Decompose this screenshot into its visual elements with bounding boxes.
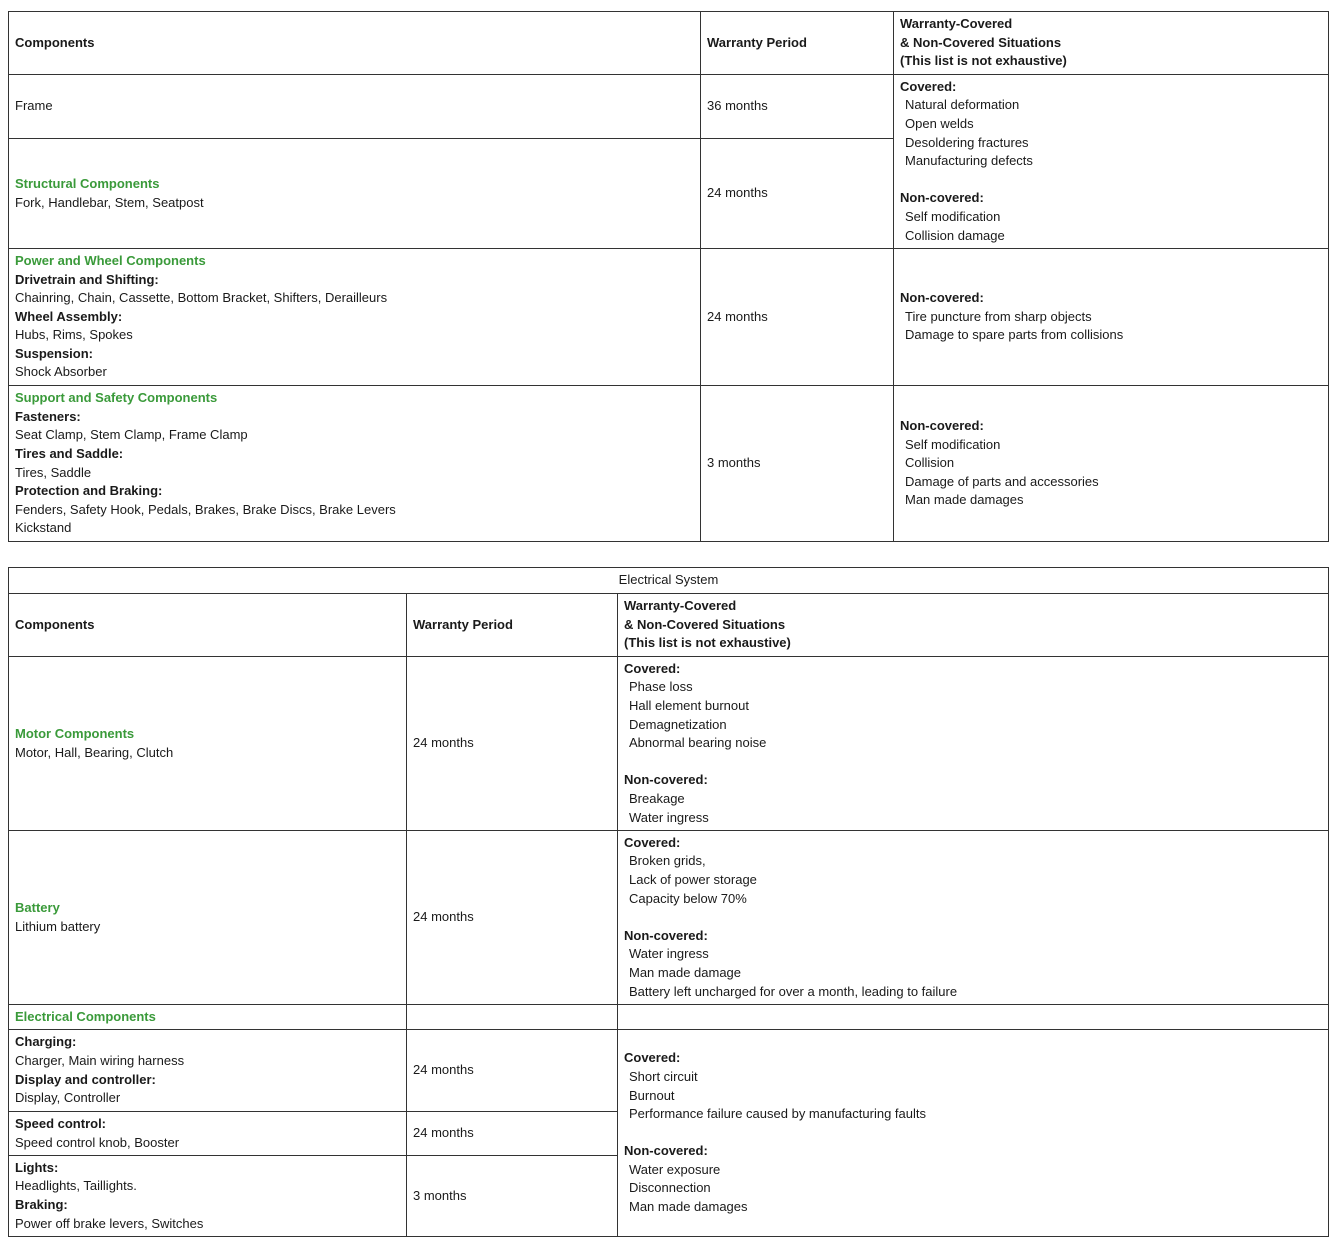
table-row (9, 1005, 1329, 1030)
lights-braking-cell (9, 1156, 407, 1237)
list-item: Lack of power storage (629, 872, 757, 888)
list-item: Man made damages (629, 1199, 748, 1215)
list-item: Breakage (629, 790, 685, 806)
list-item: Capacity below 70% (629, 890, 747, 906)
table-row (9, 75, 1329, 139)
list-item: Damage of parts and accessories (905, 473, 1099, 489)
items-text: Fork, Handlebar, Stem, Seatpost (15, 194, 204, 210)
noncovered-label: Non-covered: (900, 190, 984, 206)
table-row (9, 386, 1329, 542)
list-item: Collision damage (905, 227, 1005, 243)
charging-display-period: 24 months (407, 1030, 618, 1112)
list-item: Phase loss (629, 679, 693, 695)
list-item: Disconnection (629, 1180, 711, 1196)
list-item: Battery left uncharged for over a month, leading to failure (629, 983, 958, 999)
table-header-row (9, 594, 1329, 657)
support-safety-situations (894, 386, 1329, 542)
table-title: Electrical System (9, 568, 1329, 594)
table-title-row (9, 568, 1329, 594)
covered-label: Covered: (624, 660, 681, 676)
list-item: Water ingress (629, 946, 709, 962)
items-text: Hubs, Rims, Spokes (15, 327, 133, 343)
motor-situations (618, 657, 1329, 831)
header-components: Components (9, 12, 701, 75)
frame-cell: Frame (9, 75, 701, 139)
table-header-row (9, 12, 1329, 75)
items-text: Speed control knob, Booster (15, 1134, 180, 1150)
lights-braking-period: 3 months (407, 1156, 618, 1237)
items-text: Tires, Saddle (15, 464, 92, 480)
list-item: Manufacturing defects (905, 153, 1033, 169)
noncovered-label: Non-covered: (900, 418, 984, 434)
list-item: Burnout (629, 1087, 675, 1103)
battery-period: 24 months (407, 831, 618, 1005)
list-item: Natural deformation (905, 97, 1020, 113)
table-row (9, 831, 1329, 1005)
mechanical-warranty-table (8, 11, 1329, 542)
group-label: Wheel Assembly: (15, 308, 123, 324)
table-row (9, 657, 1329, 831)
motor-cell (9, 657, 407, 831)
section-title: Battery (15, 899, 60, 915)
group-label: Protection and Braking: (15, 483, 163, 499)
items-text: Charger, Main wiring harness (15, 1052, 185, 1068)
power-wheel-situations (894, 249, 1329, 386)
group-label: Drivetrain and Shifting: (15, 271, 159, 287)
structural-cell (9, 139, 701, 249)
list-item: Water exposure (629, 1161, 721, 1177)
group-label: Lights: (15, 1159, 59, 1175)
power-wheel-period: 24 months (701, 249, 894, 386)
noncovered-label: Non-covered: (624, 772, 708, 788)
battery-situations (618, 831, 1329, 1005)
header-situations: Warranty-Covered & Non-Covered Situations (This list is not exhaustive) (618, 594, 1329, 657)
items-text: Lithium battery (15, 918, 101, 934)
section-title: Motor Components (15, 725, 135, 741)
empty-cell (618, 1005, 1329, 1030)
items-text: Chainring, Chain, Cassette, Bottom Bracket, Shifters, Derailleurs (15, 290, 388, 306)
list-item: Abnormal bearing noise (629, 735, 767, 751)
items-text: Headlights, Taillights. (15, 1178, 137, 1194)
power-wheel-cell (9, 249, 701, 386)
group-label: Charging: (15, 1034, 77, 1050)
header-warranty-period: Warranty Period (407, 594, 618, 657)
list-item: Water ingress (629, 809, 709, 825)
table-row (9, 249, 1329, 386)
structural-period: 24 months (701, 139, 894, 249)
group-label: Speed control: (15, 1115, 107, 1131)
group-label: Suspension: (15, 345, 94, 361)
list-item: Demagnetization (629, 716, 727, 732)
charging-display-cell (9, 1030, 407, 1112)
group-label: Tires and Saddle: (15, 445, 124, 461)
electrical-section-title: Electrical Components (9, 1005, 407, 1030)
list-item: Collision (905, 455, 955, 471)
covered-label: Covered: (624, 1050, 681, 1066)
list-item: Self modification (905, 436, 1001, 452)
items-text: Fenders, Safety Hook, Pedals, Brakes, Brake Discs, Brake Levers (15, 501, 396, 517)
group-label: Braking: (15, 1197, 68, 1212)
items-text: Power off brake levers, Switches (15, 1215, 204, 1231)
list-item: Tire puncture from sharp objects (905, 308, 1092, 324)
speed-control-period: 24 months (407, 1112, 618, 1156)
header-warranty-period: Warranty Period (701, 12, 894, 75)
support-safety-period: 3 months (701, 386, 894, 542)
list-item: Hall element burnout (629, 698, 749, 714)
items-text: Kickstand (15, 520, 72, 536)
noncovered-label: Non-covered: (624, 1143, 708, 1159)
header-situations: Warranty-Covered & Non-Covered Situations (This list is not exhaustive) (894, 12, 1329, 75)
header-components: Components (9, 594, 407, 657)
battery-cell (9, 831, 407, 1005)
list-item: Short circuit (629, 1068, 698, 1084)
section-title: Power and Wheel Components (15, 252, 206, 268)
group-label: Display and controller: (15, 1071, 156, 1087)
list-item: Damage to spare parts from collisions (905, 327, 1124, 343)
list-item: Self modification (905, 208, 1001, 224)
group-label: Fasteners: (15, 408, 81, 424)
support-safety-cell (9, 386, 701, 542)
list-item: Performance failure caused by manufacturing faults (629, 1106, 926, 1122)
electrical-warranty-table (8, 567, 1329, 1237)
list-item: Man made damages (905, 492, 1024, 508)
items-text: Display, Controller (15, 1090, 121, 1106)
list-item: Man made damage (629, 964, 742, 980)
speed-control-cell (9, 1112, 407, 1156)
list-item: Broken grids, (629, 853, 706, 869)
noncovered-label: Non-covered: (624, 927, 708, 943)
noncovered-label: Non-covered: (900, 290, 984, 306)
items-text: Seat Clamp, Stem Clamp, Frame Clamp (15, 427, 248, 443)
list-item: Desoldering fractures (905, 134, 1029, 150)
items-text: Motor, Hall, Bearing, Clutch (15, 744, 174, 760)
covered-label: Covered: (624, 834, 681, 850)
section-title: Structural Components (15, 175, 160, 191)
frame-period: 36 months (701, 75, 894, 139)
list-item: Open welds (905, 116, 974, 132)
empty-cell (407, 1005, 618, 1030)
motor-period: 24 months (407, 657, 618, 831)
section-title: Support and Safety Components (15, 390, 218, 406)
electrical-situations (618, 1030, 1329, 1237)
table-row (9, 1030, 1329, 1112)
frame-structural-situations (894, 75, 1329, 249)
covered-label: Covered: (900, 78, 957, 94)
items-text: Shock Absorber (15, 364, 107, 380)
